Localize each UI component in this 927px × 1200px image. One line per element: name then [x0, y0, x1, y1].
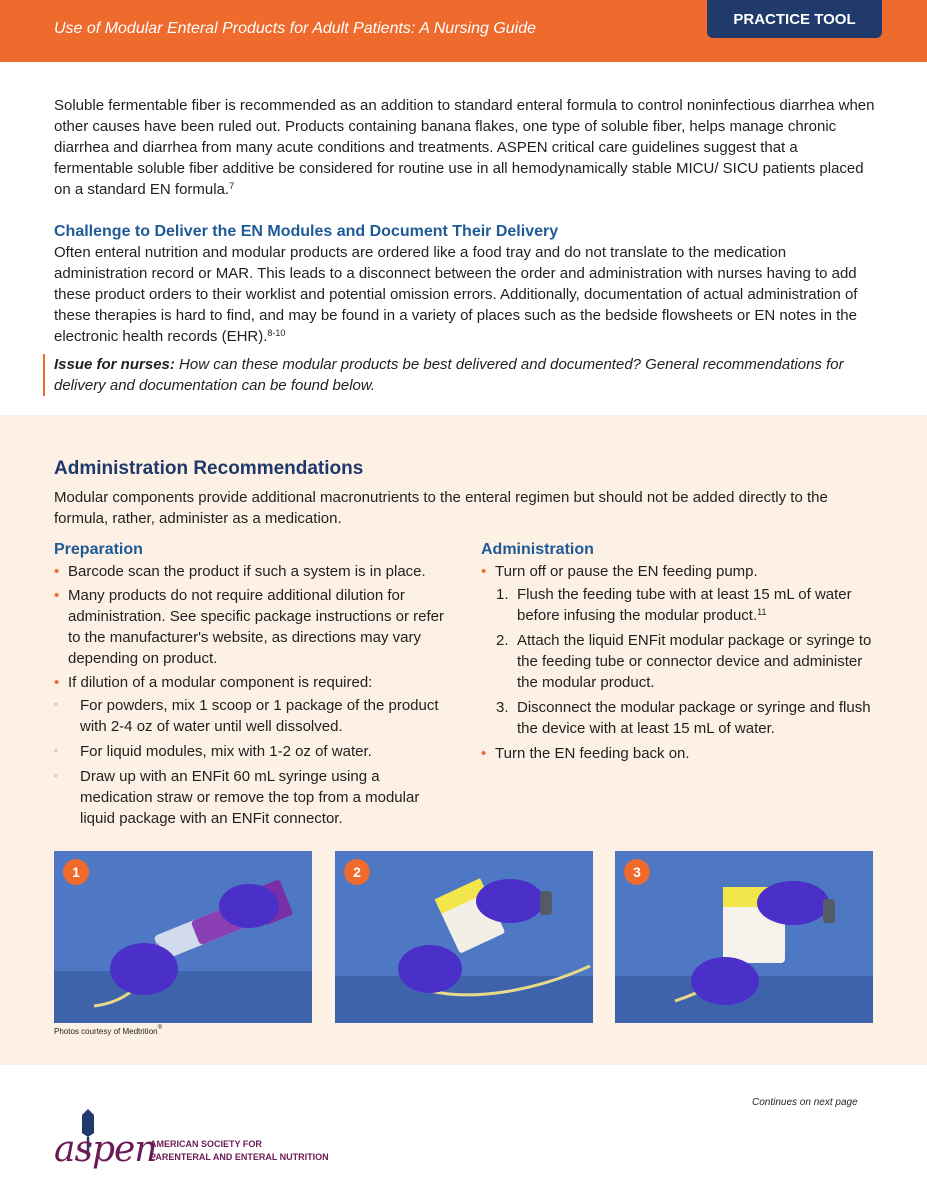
administration-title: Administration Recommendations — [54, 458, 364, 479]
challenge-heading: Challenge to Deliver the EN Modules and Document Their Delivery — [54, 223, 559, 240]
administration-intro: Modular components provide additional macronutrients to the enteral regimen but should not be added directly to the formula, rather, administer as a medication. — [54, 489, 828, 527]
org-name-line-1: AMERICAN SOCIETY FOR — [150, 1139, 262, 1149]
issue-callout — [43, 354, 876, 396]
list-item: • Turn the EN feeding back on. — [481, 745, 690, 762]
sub-list-item: ◦ For liquid modules, mix with 1-2 oz of water. — [54, 743, 372, 760]
list-item: • Turn off or pause the EN feeding pump. 1. Flush the feeding tube with at least 15 mL of water before infusing the modular product.$^{11}$ 2. Attach the liquid ENFit modular package or syringe to the feeding tube or connector device and administer the modular product. 3. Disconnect the modular package or syringe and flush the device with at least 15 mL of water. — [481, 561, 876, 739]
step-item: 2. Attach the liquid ENFit modular package or syringe to the feeding tube or connector device and administer the modular product. — [496, 632, 872, 691]
issue-text: How can these modular products be best delivered and documented? General recommendations for delivery and documentation can be found below. — [54, 356, 844, 394]
pouch-flush-illustration — [615, 851, 873, 1023]
administration-heading: Administration — [481, 541, 594, 558]
step-badge: 2 — [344, 859, 370, 885]
photo-credit: Photos courtesy of Medtrition® — [54, 1025, 163, 1036]
list-item: • If dilution of a modular component is required: ◦ For powders, mix 1 scoop or 1 package of the product with 2-4 oz of water until well dissolved. ◦ For liquid modules, mix with 1-2 oz of water. ◦ Draw up with an ENFit 60 mL syringe using a medication straw or remove the top from a modular liquid package with an ENFit connector. — [54, 672, 449, 829]
reference: 8-10 — [267, 328, 286, 338]
list-item: • Barcode scan the product if such a system is in place. — [54, 563, 426, 580]
bullet-icon: • — [481, 563, 487, 580]
step-badge: 3 — [624, 859, 650, 885]
step-item: 1. Flush the feeding tube with at least 15 mL of water before infusing the modular product.$^{11}$ — [496, 586, 852, 624]
photo-step-2 — [335, 851, 593, 1023]
continues-note: Continues on next page — [752, 1097, 858, 1108]
issue-label: Issue for nurses: — [54, 356, 175, 373]
challenge-paragraph: Often enteral nutrition and modular products are ordered like a food tray and do not translate to the medication administration record or MAR. This leads to a disconnect between the order and administration with nurses having to add these product orders to their worklist and potential omission errors. Additionally, documentation of actual administration of these therapies is hard to find, and may be found in a variety of places such as the bedside flowsheets or EN notes in the electronic health records (EHR).$^{8-10}$ — [54, 244, 858, 345]
circle-bullet-icon: ◦ — [54, 770, 58, 782]
practice-tool-tag: PRACTICE TOOL — [707, 0, 882, 38]
step-badge: 1 — [63, 859, 89, 885]
preparation-column — [54, 540, 449, 833]
sub-list-item: ◦ Draw up with an ENFit 60 mL syringe using a medication straw or remove the top from a modular liquid package with an ENFit connector. — [54, 768, 420, 827]
logo-word: aspen — [54, 1129, 157, 1170]
syringe-photo-illustration — [54, 851, 312, 1023]
fiber-paragraph: Soluble fermentable fiber is recommended as an addition to standard enteral formula to control noninfectious diarrhea when other causes have been ruled out. Products containing banana flakes, one type of soluble fiber, helps manage chronic diarrhea and diarrhea from many acute conditions and treatments. ASPEN critical care guidelines suggest that a fermentable soluble fiber additive be considered for routine use in all hemodynamically stable MICU/ SICU patients placed on a standard EN formula.$^7$ — [54, 97, 875, 198]
photo-step-3 — [615, 851, 873, 1023]
list-item: • Many products do not require additional dilution for administration. See specific package instructions or refer to the manufacturer's website, as directions may vary depending on product. — [54, 587, 445, 667]
header-bar — [0, 0, 927, 62]
document-title: Use of Modular Enteral Products for Adult Patients: A Nursing Guide — [54, 20, 537, 37]
photo-step-1 — [54, 851, 312, 1023]
reference: 7 — [229, 181, 235, 191]
administration-column — [481, 540, 876, 767]
org-name-line-2: PARENTERAL AND ENTERAL NUTRITION — [150, 1152, 329, 1162]
bullet-icon: • — [481, 745, 487, 762]
package-connect-illustration — [335, 851, 593, 1023]
step-item: 3. Disconnect the modular package or syringe and flush the device with at least 15 mL of water. — [496, 699, 871, 737]
intro-section — [54, 95, 876, 396]
preparation-heading: Preparation — [54, 541, 143, 558]
circle-bullet-icon: ◦ — [54, 745, 58, 757]
sub-list-item: ◦ For powders, mix 1 scoop or 1 package of the product with 2-4 oz of water until well dissolved. — [54, 697, 439, 735]
aspen-logo — [54, 1107, 329, 1171]
circle-bullet-icon: ◦ — [54, 699, 58, 711]
bullet-icon: • — [54, 674, 60, 691]
bullet-icon: • — [54, 563, 60, 580]
bullet-icon: • — [54, 587, 60, 604]
